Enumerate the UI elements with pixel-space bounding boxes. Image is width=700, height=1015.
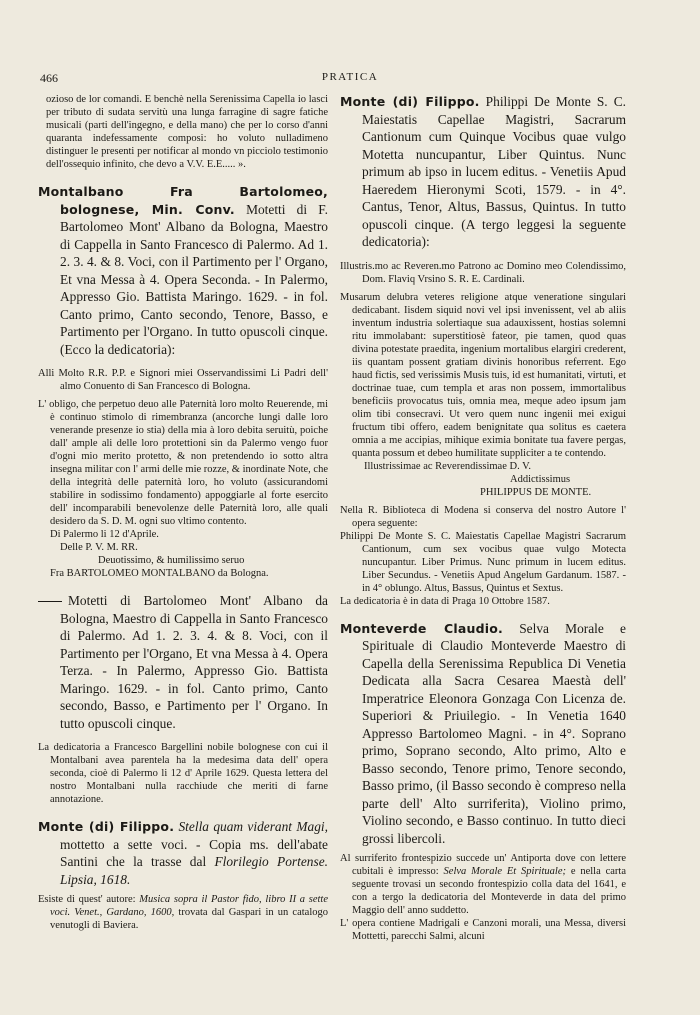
note-text: Al surriferito frontespizio succede un' Antiporta dove con lettere cubitali è impresso: — [340, 853, 626, 877]
letter-signature: Fra BARTOLOMEO MONTALBANO da Bologna. — [50, 568, 269, 579]
letter-salute: Delle P. V. M. RR. — [60, 542, 138, 553]
dedication-address: Alli Molto R.R. P.P. e Signori miei Osservandissimi Li Padri dell' almo Conuento di San Francesco di Bologna. — [38, 368, 328, 392]
right-column — [340, 93, 626, 943]
letter-servant: Deuotissimo, & humilissimo seruo — [98, 555, 245, 566]
dedication-date-note: La dedicatoria è in data di Praga 10 Ottobre 1587. — [340, 595, 550, 607]
entry-source-italic: Florilegio Portense. Lipsia, 1618. — [60, 854, 328, 887]
intro-paragraph: ozioso de lor comandi. E benchè nella Serenissima Capella io lasci per tributo di sudata servitù una lunga farragine di sagre fatiche musicali (parti dell'ingegno, e della mano) che per lo corso d'anni quaranta indefessamente composi: ho voluto nulladimeno distinguer le presenti per notificar al mondo vn picciolo testimonio dell'ossequio infinito, che devo a V.V. E.E..... ». — [46, 94, 328, 170]
letter-date: Di Palermo li 12 d'Aprile. — [50, 529, 159, 540]
page-number: 466 — [40, 71, 58, 85]
entry-monte-1 — [38, 818, 328, 888]
ditto-dash — [38, 601, 62, 602]
note-italic: Selva Morale Et Spirituale; — [443, 866, 566, 877]
note-text: Esiste di quest' autore: — [38, 894, 140, 905]
letter-addictissimus: Addictissimus — [510, 473, 571, 485]
entry-heading: Montalbano Fra Bartolomeo, bolognese, Min. Conv. — [38, 184, 328, 217]
dedication-letter: L' obligo, che perpetuo deuo alle Paternità loro molto Reuerende, mi è continuo stimolo di rimembranza (ancorche lungi dalle loro venerande presenze io stia) della mia à loro debita seruitù, poiche dall' ample ali delle loro protettioni sin da Palermo vengo fuor d'ogni mio merito protetto, & non pretendendo io sotto altra insegna militar con l' armi delle mie rozze, & inordinate Note, che della integrità delle paternità loro, ho voluto (assicurandomi stabilire in sodissimo fondamento) appoggiarle al forte esercito dell' incomparabili benevolenze delle Paternità loro, alle quali desidero da S. D. M. ogni suo vltimo contento. — [38, 399, 328, 527]
entry-heading: Monte (di) Filippo. — [38, 819, 175, 834]
note-text: trovata dal Gaspari in un catalogo venutogli di Baviera. — [50, 907, 328, 931]
entry-note: L' opera contiene Madrigali e Canzoni morali, una Messa, diversi Mottetti, parecchi Salmi, alcuni — [340, 918, 626, 942]
note-text: e nella carta seguente trovasi un secondo frontespizio colla data del 1641, e con a tergo la dedicatoria del Monteverde in data del primo Maggio dell' anno suddetto. — [352, 866, 626, 916]
entry-title-italic: Stella quam viderant Magi, — [178, 819, 328, 834]
entry-monteverde — [340, 620, 626, 848]
entry-monte-2 — [340, 93, 626, 251]
entry-body: Motetti di Bartolomeo Mont' Albano da Bologna, Maestro di Cappella in Santo Francesco di Palermo. Ad 1. 2. 3. 4. & 8. Voci, con il Partimento per l'Organo, Et vna Messa à 4. Opera Terza. - In Palermo, Appresso Gio. Battista Maringo. 1629. - in fol. Canto primo, Canto secondo, Basso, e Partimento per l' Organo. In tutto opuscoli cinque. — [60, 593, 328, 731]
entry-heading: Monteverde Claudio. — [340, 620, 503, 636]
entry-body: mottetto a sette voci. - Copia ms. dell'abate Santini che la trasse dal — [60, 836, 328, 869]
entry-body: Motetti di F. Bartolomeo Mont' Albano da Bologna, Maestro di Cappella in Santo Francesco di Palermo. Ad 1. 2. 3. 4. & 8. Voci, con il Partimento per l' Organo, Et vna Messa à 4. Opera Seconda. - In Palermo, Appresso Gio. Battista Maringo. 1629. - in fol. Canto primo, Canto secondo, Tenore, Basso, e Partimento per l'Organo. In tutto opuscoli cinque. (Ecco la dedicatoria): — [60, 201, 329, 357]
library-entry: Philippi De Monte S. C. Maiestatis Capellae Magistri Sacrarum Cantionum, cum sex vocibus quae vulgo Motecta nuncupantur. Liber Primus. Nunc primum in lucem editus. Liber Secundus. - Venetiis Apud Angelum Gardanum. 1587. - in 4° oblungo. Altus, Bassus, Quintus et Sextus. — [340, 530, 626, 594]
note-italic: Musica sopra il Pastor fido, libro II a sette voci. Venet., Gardano, 1600, — [50, 894, 328, 918]
letter-closing: Illustrissimae ac Reverendissimae D. V. — [364, 460, 531, 472]
entry-body: Philippi De Monte S. C. Maiestatis Capellae Magistri, Sacrarum Cantionum cum Quinque Vocibus quae vulgo Motetta nuncupantur, Liber Quintus. Nunc primum ab ipso in lucem editus. - Venetiis Apud Haeredem Hieronymi Scoti, 1579. - in 4°. Cantus, Tenor, Altus, Bassus, Quintus. In tutto opuscoli cinque. (A tergo leggesi la seguente dedicatoria): — [362, 94, 626, 249]
running-title: PRATICA — [321, 71, 379, 83]
dedication-letter: Musarum delubra veteres religione atque veneratione singulari dedicabant. Iisdem siquid novi vel ipsi invenissent, vel ab aliis inventum industria solertiaque sua adauxissent, hostias solemni ritu immolabant: superstitiosè fateor, pie tamen, quod quas divina potestate praedita, ingenium mortalibus elargiri crederent, iis quantam possent gratiam divinis honoribus referrent. Ego haud fictis, sed verissimis Musis tuis, id est humanitati, virtuti, et doctrinae tuae, cum templa et aras non possem, immortalibus beneficiis provocatus tuis, omnia mea, meque adeo ipsum jam olim tibi consecravi. Ut vero quem nunc ingenii mei exigui fructum tibi offero, eadem benignitate qua solitus es caetera omnia a me accipias, mihique eximia bonitate tua favere pergas, quanta possum et debeo humilitate suppliciter a te contendo. — [340, 291, 626, 459]
entry-note — [340, 852, 626, 917]
dedication-address: Illustris.mo ac Reveren.mo Patrono ac Domino meo Colendissimo, Dom. Flaviq Vrsino S. R. E. Cardinali. — [340, 260, 626, 285]
entry-body: Selva Morale e Spirituale di Claudio Monteverde Maestro di Capella della Serenissima Republica Di Venetia Dedicata alla Sacra Cesarea Maestà dell' Imperatrice Eleonora Gonzaga Con Licenza de. Superiori & Priuilegio. - In Venetia 1640 Appresso Bartolomeo Magni. - in 4°. Soprano primo, Soprano secondo, Alto primo, Alto e Basso secondo, Tenore primo, Tenore secondo, Basso primo, (il Basso secondo è compreso nella parte dell' Alto surriferita), Violino primo, Violino secondo, e Basso continuo. In tutto dieci grossi libercoli. — [362, 620, 627, 846]
entry-note — [38, 893, 328, 932]
entry-montalbano-2 — [38, 592, 328, 732]
library-note: Nella R. Biblioteca di Modena si conserva del nostro Autore l' opera seguente: — [340, 504, 626, 529]
entry-montalbano — [38, 183, 328, 358]
entry-note: La dedicatoria a Francesco Bargellini nobile bolognese con cui il Montalbani avea parentela ha la medesima data dell' opera seconda, cioè di Palermo li 12 d' Aprile 1629. Questa lettera del nostro Montalbani nulla racchiude che meriti di farne annotazione. — [38, 742, 328, 805]
letter-signature: PHILIPPUS DE MONTE. — [480, 486, 592, 498]
left-column — [38, 93, 328, 932]
entry-heading: Monte (di) Filippo. — [340, 94, 480, 109]
